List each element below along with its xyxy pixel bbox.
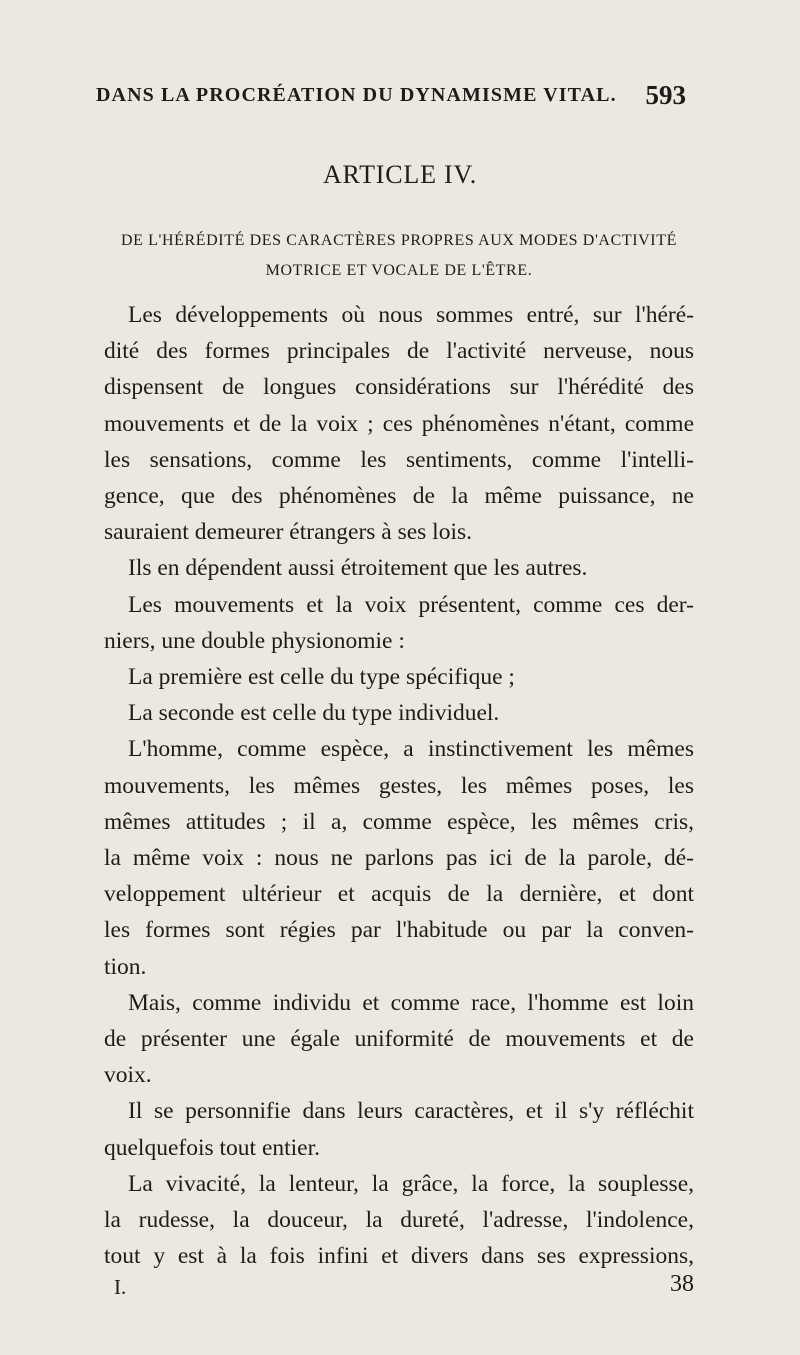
article-subtitle-line-2: MOTRICE ET VOCALE DE L'ÊTRE. [265, 262, 533, 279]
text-line: La première est celle du type spécifique ; [128, 664, 515, 690]
text-line: mêmes attitudes ; il a, comme espèce, les mêmes cris, [104, 808, 694, 835]
text-line: Il se personnifie dans leurs caractères, et il s'y réfléchit [128, 1098, 694, 1125]
sheet-number: 38 [670, 1271, 694, 1297]
text-line: sauraient demeurer étrangers à ses lois. [104, 519, 473, 546]
text-line: dispensent de longues considérations sur l'hérédité des [104, 374, 694, 401]
page-number: 593 [645, 80, 686, 110]
text-line: les sensations, comme les sentiments, comme l'intelli- [104, 446, 694, 473]
text-line: la même voix : nous ne parlons pas ici de la parole, dé- [104, 845, 694, 871]
text-line: gence, que des phénomènes de la même puissance, ne [104, 483, 694, 509]
text-line: mouvements, les mêmes gestes, les mêmes poses, les [104, 772, 694, 799]
signature-mark: I. [114, 1275, 127, 1299]
text-line: tion. [104, 953, 147, 980]
text-line: Les développements où nous sommes entré, sur l'héré- [128, 302, 694, 328]
article-subtitle-line-1: DE L'HÉRÉDITÉ DES CARACTÈRES PROPRES AUX MODES D'ACTIVITÉ [121, 232, 677, 249]
text-line: La seconde est celle du type individuel. [128, 700, 500, 727]
text-line: L'homme, comme espèce, a instinctivement les mêmes [128, 736, 694, 763]
text-line: quelquefois tout entier. [104, 1134, 321, 1161]
text-line: La vivacité, la lenteur, la grâce, la force, la souplesse, [128, 1170, 694, 1197]
text-line: la rudesse, la douceur, la dureté, l'adresse, l'indolence, [104, 1207, 694, 1233]
running-title: DANS LA PROCRÉATION DU DYNAMISME VITAL. [96, 84, 617, 106]
text-line: Ils en dépendent aussi étroitement que les autres. [128, 555, 588, 582]
text-line: tout y est à la fois infini et divers dans ses expressions, [104, 1243, 694, 1270]
text-line: veloppement ultérieur et acquis de la dernière, et dont [104, 881, 694, 908]
text-line: Mais, comme individu et comme race, l'homme est loin [128, 989, 694, 1016]
article-title: ARTICLE IV. [322, 160, 478, 189]
text-line: niers, une double physionomie : [104, 627, 405, 654]
text-line: les formes sont régies par l'habitude ou par la conven- [104, 917, 694, 944]
text-line: voix. [104, 1062, 152, 1089]
text-line: mouvements et de la voix ; ces phénomènes n'étant, comme [104, 410, 694, 437]
text-line: dité des formes principales de l'activité nerveuse, nous [104, 338, 694, 365]
text-line: Les mouvements et la voix présentent, comme ces der- [128, 591, 694, 618]
text-line: de présenter une égale uniformité de mouvements et de [104, 1026, 694, 1052]
